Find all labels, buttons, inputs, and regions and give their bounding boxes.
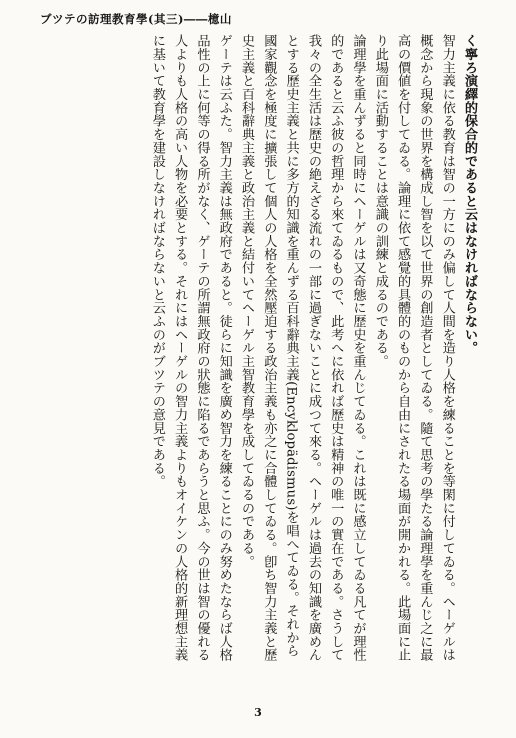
body-text — [58, 34, 480, 670]
running-header: ブツテの訪理教育學(其三)――檍山 — [40, 12, 232, 26]
paragraph-3: 論理學を重んずると同時にヘーゲルは又奇態に歷史を重んじてゐる。これは既に感立してゐる凡てが理性的であると云ふ彼の哲理から來てゐるもので、此考へに依れば歷史は精神の唯一の實在である。さうして我々の全生活は歷史の絶えざる流れの一部に過ぎないことに成つて來る。ヘーゲルは過去の知識を廣めんとする歷史主義と共に多方的知識を重んずる百科辭典主義(Encyklopädismus)を唱へてゐる。それから國家觀念を極度に擴張して個人の人格を全然壓迫する政治主義も亦之に合體してゐる。卽ち智力主義と歷史主義と百科辭典主義と政治主義と結付いてヘーゲル主智教育學を成してゐるのである。 — [239, 34, 366, 662]
page-number: 3 — [254, 706, 262, 719]
paragraph-4: ゲーテは云ふた。智力主義は無政府であると。徒らに知識を廣め智力を練ることにのみ努めたならば人格品性の上に何等の得る所がなく、ゲーテの所謂無政府の狀態に陷るであらうと思ふ。今の世は智の優れる人よりも人格の高い人物を必要とする。それにはヘーゲルの智力主義よりもオイケンの人格的新理想主義に基いて教育學を建設しなければならないと云ふのがブツテの意見である。 — [149, 34, 232, 662]
paragraph-2: 智力主義に依る教育は智の一方にのみ偏して人間を造り人格を練ることを等閑に付してゐる。ヘーゲルは概念から現象の世界を構成し智を以て世界の創造者としてゐる。隨て思考の學たる論理學を重んじ之に最高の價値を付してゐる。論理に依て感覺的具體的のものから自由にされたる場面が開かれる。此場面に止り此場面に活動することは意識の訓練と成るのである。 — [372, 34, 455, 662]
paragraph-1: く寧ろ演繹的保合的であると云はなければならない。 — [462, 34, 477, 355]
